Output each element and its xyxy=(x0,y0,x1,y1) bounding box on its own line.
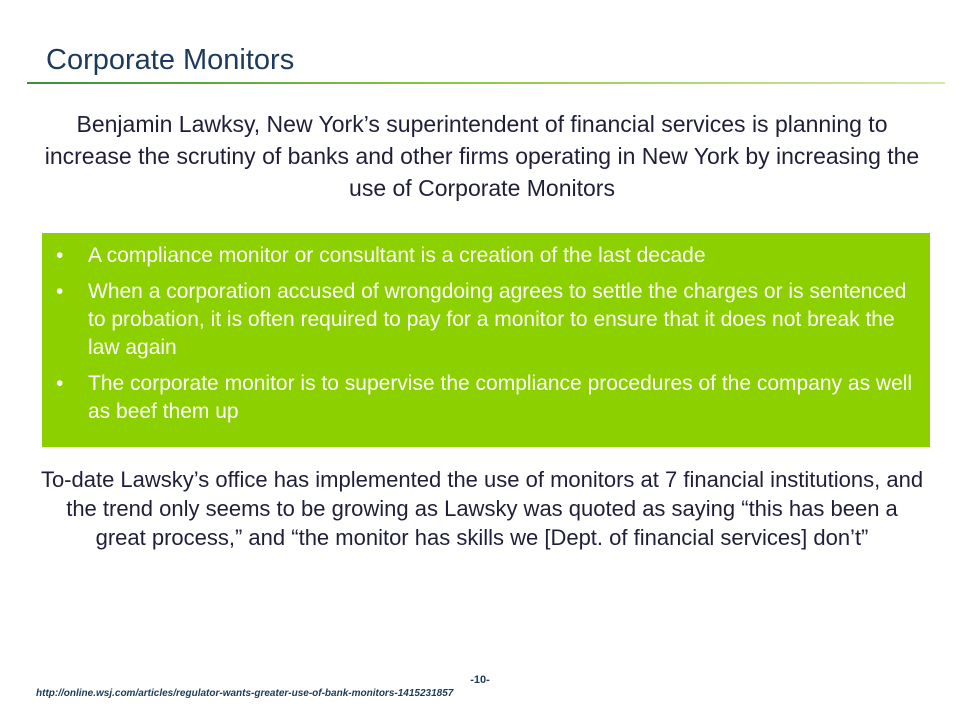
highlight-box xyxy=(42,233,930,447)
page-number: -10- xyxy=(470,674,490,686)
bullet-list xyxy=(56,242,916,426)
intro-paragraph: Benjamin Lawksy, New York’s superintendent of financial services is planning to increase the scrutiny of banks and other firms operating in New York by increasing the use of Corporate Monitors xyxy=(44,111,920,201)
bullet-text: The corporate monitor is to supervise the compliance procedures of the company as well as beef them up xyxy=(88,372,913,423)
bullet-item xyxy=(56,242,916,270)
bullet-text: When a corporation accused of wrongdoing agrees to settle the charges or is sentenced to probation, it is often required to pay for a monitor to ensure that it does not break the law again xyxy=(88,280,907,359)
bullet-dot-icon: • xyxy=(56,280,64,303)
closing-paragraph: To-date Lawsky’s office has implemented the use of monitors at 7 financial institutions, and the trend only seems to be growing as Lawsky was quoted as saying “this has been a great process,” and “the monitor has skills we [Dept. of financial services] don’t” xyxy=(40,467,924,550)
bullet-dot-icon: • xyxy=(56,372,64,395)
title-divider xyxy=(27,82,945,84)
bullet-item xyxy=(56,278,916,362)
bullet-item xyxy=(56,370,916,426)
slide-title: Corporate Monitors xyxy=(46,44,295,76)
bullet-dot-icon: • xyxy=(56,244,64,267)
source-link[interactable]: http://online.wsj.com/articles/regulator-wants-greater-use-of-bank-monitors-1415231857 xyxy=(36,688,454,699)
bullet-text: A compliance monitor or consultant is a creation of the last decade xyxy=(88,244,706,267)
